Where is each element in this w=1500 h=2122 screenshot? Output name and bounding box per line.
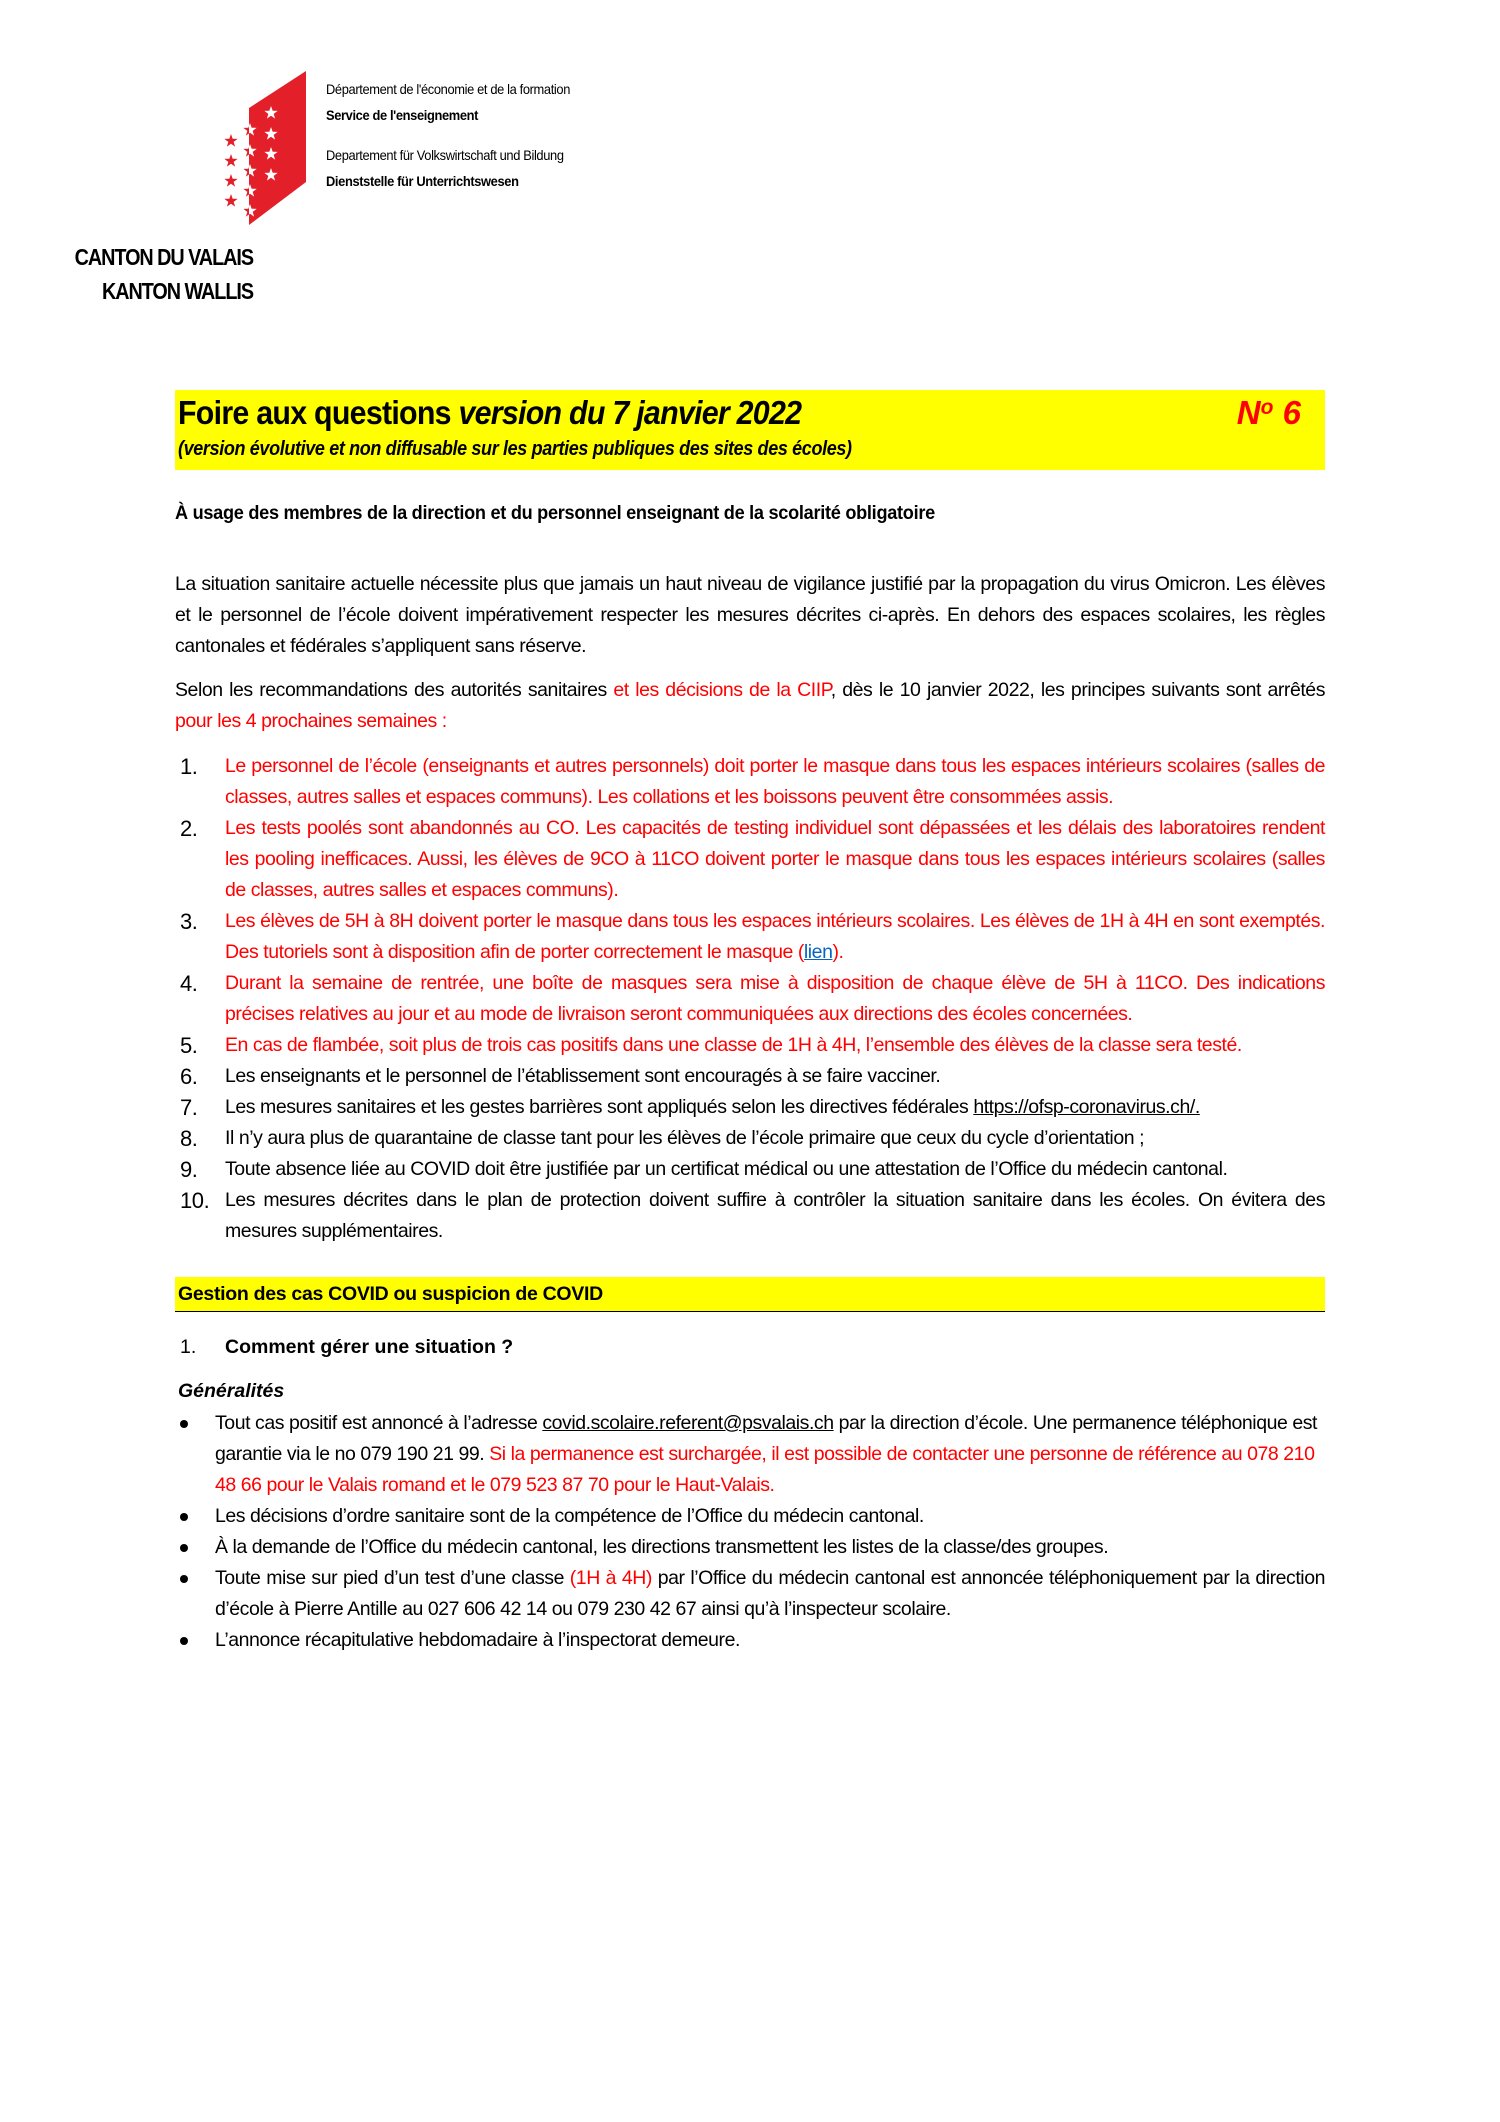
bullet-icon xyxy=(180,1513,188,1521)
measure-item: 10. Les mesures décrites dans le plan de protection doivent suffire à contrôler la situation sanitaire dans les écoles. On évitera des mesures supplémentaires. xyxy=(180,1188,1325,1242)
question-heading: 1. Comment gérer une situation ? xyxy=(180,1336,514,1358)
canton-valais-logo-icon xyxy=(200,60,320,240)
service-fr: Service de l'enseignement xyxy=(326,107,479,123)
bullet-icon xyxy=(180,1420,188,1428)
title-version: version du 7 janvier 2022 xyxy=(458,394,802,431)
bullet-icon xyxy=(180,1637,188,1645)
measure-item: 8. Il n’y aura plus de quarantaine de classe tant pour les élèves de l’école primaire que ceux du cycle d’orientation ; xyxy=(180,1126,1145,1151)
title-text: Foire aux questions xyxy=(178,394,459,431)
measure-item: 6. Les enseignants et le personnel de l’établissement sont encouragés à se faire vacciner. xyxy=(180,1064,941,1089)
bullet-icon xyxy=(180,1575,188,1583)
bullet-item: L’annonce récapitulative hebdomadaire à l’inspectorat demeure. xyxy=(175,1625,1325,1656)
measure-item: 5. En cas de flambée, soit plus de trois cas positifs dans une classe de 1H à 4H, l’ensemble des élèves de la classe sera testé. xyxy=(180,1033,1242,1058)
canton-name xyxy=(70,240,253,308)
tutorial-link[interactable]: lien xyxy=(803,941,833,963)
intro-paragraph-2: Selon les recommandations des autorités sanitaires et les décisions de la CIIP, dès le 10 janvier 2022, les principes suivants sont arrêtés pour les 4 prochaines semaines : xyxy=(175,679,1325,732)
department-fr: Département de l'économie et de la formation xyxy=(326,81,571,97)
measure-item: 4. Durant la semaine de rentrée, une boîte de masques sera mise à disposition de chaque élève de 5H à 11CO. Des indications précises relatives au jour et au mode de livraison seront communiquées aux directions des écoles concernées. xyxy=(180,971,1325,1025)
intro-paragraph-1: La situation sanitaire actuelle nécessite plus que jamais un haut niveau de vigilance justifié par la propagation du virus Omicron. Les élèves et le personnel de l’école doivent impérativement respecter les mesures décrites ci-après. En dehors des espaces scolaires, les règles cantonales et fédérales s’appliquent sans réserve. xyxy=(175,573,1325,657)
measure-item: 9. Toute absence liée au COVID doit être justifiée par un certificat médical ou une attestation de l’Office du médecin cantonal. xyxy=(180,1157,1228,1182)
bullet-item: Toute mise sur pied d’un test d’une classe (1H à 4H) par l’Office du médecin cantonal est annoncée téléphoniquement par la direction d’école à Pierre Antille au 027 606 42 14 ou 079 230 42 67 ainsi qu’à l’inspecteur scolaire. xyxy=(175,1563,1325,1625)
measures-list xyxy=(175,751,1325,1247)
bullet-icon xyxy=(180,1544,188,1552)
document-body xyxy=(175,390,1325,1656)
page-title xyxy=(178,394,801,432)
title-banner xyxy=(175,390,1325,470)
measure-item: 2. Les tests poolés sont abandonnés au CO. Les capacités de testing individuel sont dépassées et les délais des laboratoires rendent les pooling inefficaces. Aussi, les élèves de 9CO à 11CO doivent porter le masque dans tous les espaces intérieurs scolaires (salles de classes, autres salles et espaces communs). xyxy=(180,816,1325,901)
canton-de: KANTON WALLIS xyxy=(101,278,253,304)
department-block xyxy=(326,76,570,194)
measure-item: 7. Les mesures sanitaires et les gestes barrières sont appliqués selon les directives fédérales https://ofsp-coronavirus.ch/. xyxy=(180,1095,1200,1120)
measure-item: 1. Le personnel de l’école (enseignants et autres personnels) doit porter le masque dans tous les espaces intérieurs scolaires (salles de classes, autres salles et espaces communs). Les collations et les boissons peuvent être consommées assis. xyxy=(180,754,1325,808)
service-de: Dienststelle für Unterrichtswesen xyxy=(326,173,519,189)
email-link[interactable]: covid.scolaire.referent@psvalais.ch xyxy=(542,1412,834,1434)
bullet-item: À la demande de l’Office du médecin cantonal, les directions transmettent les listes de la classe/des groupes. xyxy=(175,1532,1325,1563)
ofsp-link[interactable]: https://ofsp-coronavirus.ch/. xyxy=(973,1096,1200,1118)
generalities-list xyxy=(175,1408,1325,1656)
subheading-generalites: Généralités xyxy=(178,1380,285,1402)
measure-item: 3. Les élèves de 5H à 8H doivent porter le masque dans tous les espaces intérieurs scolaires. Les élèves de 1H à 4H en sont exemptés. Des tutoriels sont à disposition afin de porter correctement le masque (lien). xyxy=(180,909,1325,963)
issue-number: $N^o$ 6 xyxy=(1236,394,1301,431)
department-de: Departement für Volkswirtschaft und Bildung xyxy=(326,147,564,163)
section-heading: Gestion des cas COVID ou suspicion de COVID xyxy=(175,1277,1325,1312)
bullet-item: Les décisions d’ordre sanitaire sont de la compétence de l’Office du médecin cantonal. xyxy=(175,1501,1325,1532)
title-subtitle: (version évolutive et non diffusable sur les parties publiques des sites des écoles) xyxy=(178,438,852,460)
audience-heading: À usage des membres de la direction et du personnel enseignant de la scolarité obligatoire xyxy=(175,502,935,524)
canton-fr: CANTON DU VALAIS xyxy=(74,244,253,270)
bullet-item: Tout cas positif est annoncé à l’adresse covid.scolaire.referent@psvalais.ch par la direction d’école. Une permanence téléphonique est garantie via le no 079 190 21 99. Si la permanence est surchargée, il est possible de contacter une personne de référence au 078 210 48 66 pour le Valais romand et le 079 523 87 70 pour le Haut-Valais. xyxy=(175,1408,1325,1501)
